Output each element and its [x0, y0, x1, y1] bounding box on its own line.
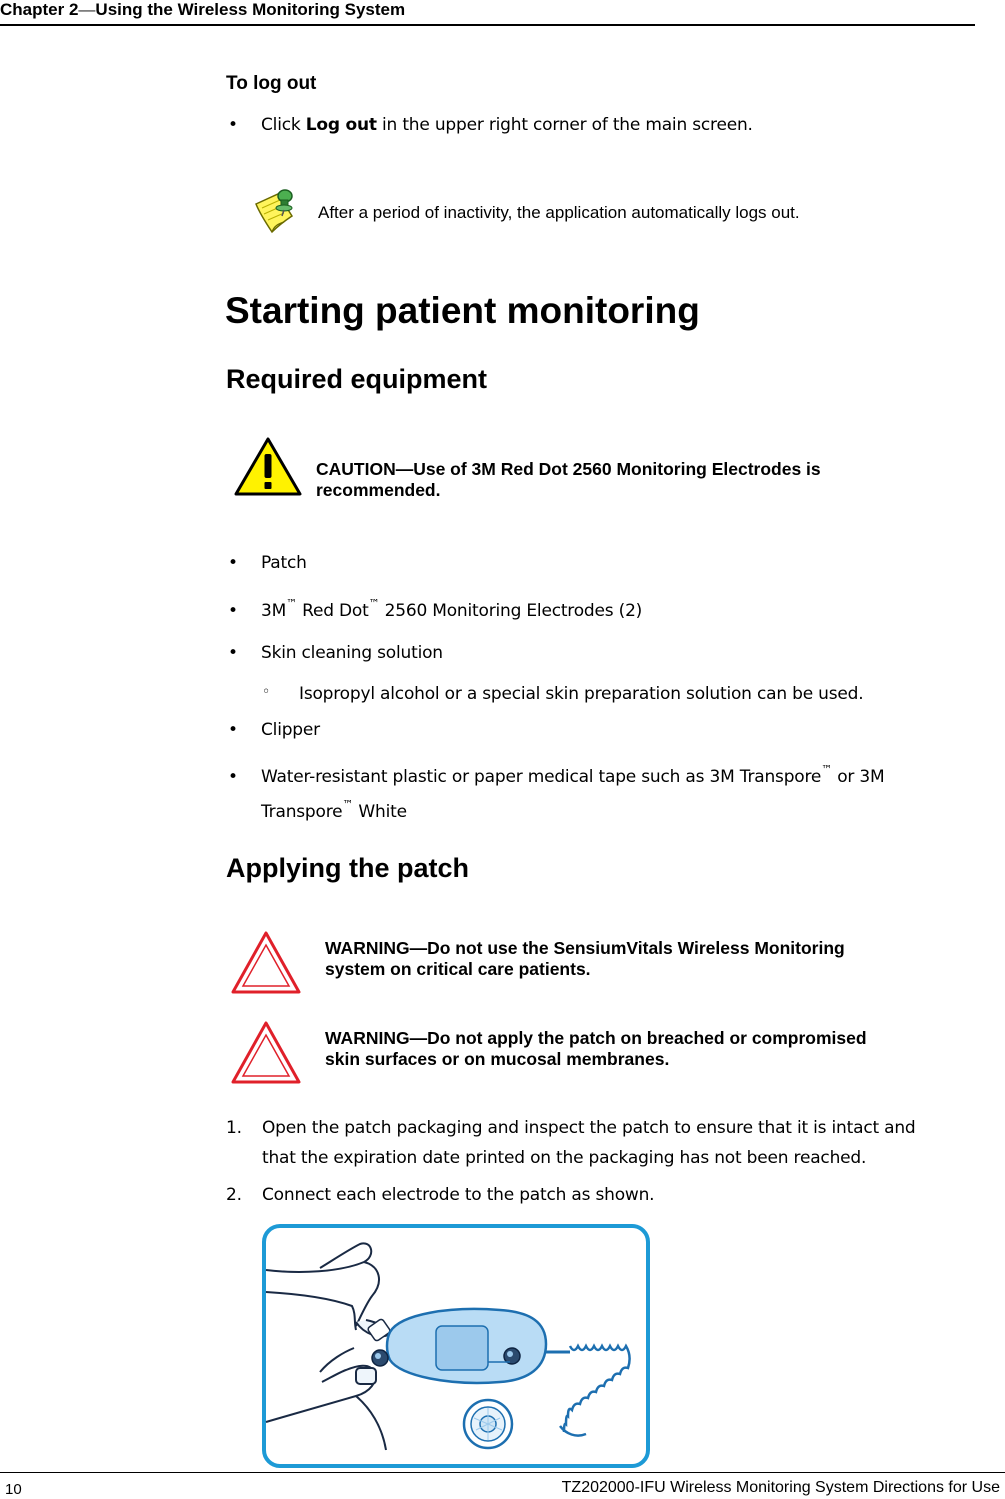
required-equipment-heading: Required equipment: [226, 364, 488, 394]
sub-bullet: ◦: [262, 684, 271, 700]
section-title: Starting patient monitoring: [225, 290, 700, 331]
note-text: After a period of inactivity, the application automatically logs out.: [318, 203, 800, 222]
list-subitem-isopropyl: Isopropyl alcohol or a special skin preparation solution can be used.: [299, 684, 864, 704]
electrodes-part-c: 2560 Monitoring Electrodes (2): [379, 601, 643, 621]
caution-message: [316, 459, 821, 501]
step-1-number: 1.: [226, 1118, 242, 1138]
trademark: ™: [286, 597, 297, 610]
bullet: •: [228, 643, 239, 663]
applying-heading: Applying the patch: [226, 853, 469, 883]
step-1-line-2: that the expiration date printed on the packaging has not been reached.: [262, 1148, 867, 1168]
bullet: •: [228, 767, 239, 787]
list-item-patch: Patch: [261, 553, 307, 573]
bullet: •: [228, 553, 239, 573]
warning-icon: [230, 930, 302, 995]
warning-2-line-2: skin surfaces or on mucosal membranes.: [325, 1049, 670, 1069]
step-2-text: Connect each electrode to the patch as shown.: [262, 1185, 655, 1205]
bullet: •: [228, 720, 239, 740]
tape-part-a: Water-resistant plastic or paper medical tape such as 3M Transpore: [261, 767, 822, 787]
electrodes-part-a: 3M: [261, 601, 287, 621]
list-item-tape: [261, 763, 885, 787]
chapter-dash: —: [78, 0, 96, 19]
warning-1-line-2: system on critical care patients.: [325, 959, 591, 979]
chapter-number: Chapter 2: [0, 0, 79, 19]
note-pin-icon: [248, 186, 300, 240]
trademark: ™: [368, 597, 380, 610]
step-2-number: 2.: [226, 1185, 242, 1205]
patch-connection-figure: [260, 1222, 652, 1470]
chapter-title: Using the Wireless Monitoring System: [95, 0, 406, 19]
bullet: •: [228, 601, 239, 621]
step-1-line-1: Open the patch packaging and inspect the patch to ensure that it is intact and: [262, 1118, 916, 1138]
logout-step-pre: Click: [261, 115, 306, 135]
logout-step: [261, 115, 753, 135]
electrodes-part-b: Red Dot: [296, 601, 369, 621]
tape-part-b: or 3M: [832, 767, 885, 787]
list-item-electrodes: [261, 597, 643, 621]
tape-part-d: White: [353, 802, 407, 822]
logout-step-post: in the upper right corner of the main screen.: [376, 115, 753, 135]
chapter-header: [0, 0, 405, 20]
trademark: ™: [342, 798, 354, 811]
tape-part-c: Transpore: [261, 802, 343, 822]
warning-2-line-1: WARNING—Do not apply the patch on breached or compromised: [325, 1028, 867, 1048]
trademark: ™: [821, 763, 832, 776]
logout-heading: To log out: [226, 73, 317, 94]
page-number: 10: [5, 1481, 22, 1498]
footer-rule: [0, 1472, 1005, 1473]
document-title: TZ202000-IFU Wireless Monitoring System Directions for Use: [561, 1479, 1000, 1496]
list-item-clipper: Clipper: [261, 720, 320, 740]
caution-line-2: recommended.: [316, 480, 441, 500]
caution-line-1: CAUTION—Use of 3M Red Dot 2560 Monitoring Electrodes is: [316, 459, 821, 479]
warning-1-line-1: WARNING—Do not use the SensiumVitals Wireless Monitoring: [325, 938, 845, 958]
bullet: •: [228, 115, 239, 135]
warning-message-2: [325, 1028, 867, 1070]
list-item-tape-cont: [261, 798, 407, 822]
logout-step-bold: Log out: [305, 115, 377, 135]
warning-message-1: [325, 938, 845, 980]
caution-icon: [234, 436, 302, 496]
list-item-skin-solution: Skin cleaning solution: [261, 643, 443, 663]
warning-icon: [230, 1020, 302, 1085]
